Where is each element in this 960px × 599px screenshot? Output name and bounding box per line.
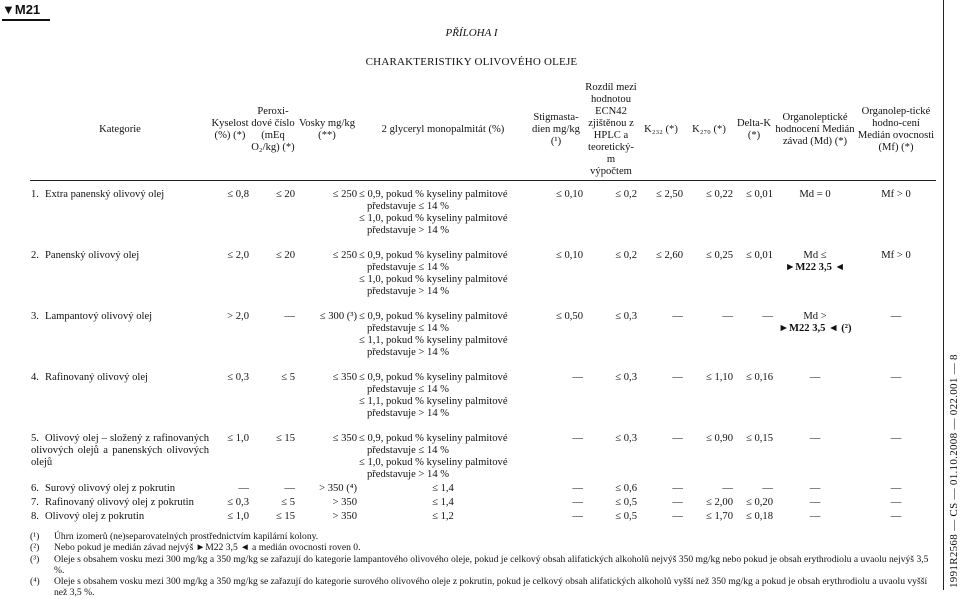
peroxide-cell: ≤ 15 — [275, 511, 295, 522]
footnote-text: Úhrn izomerů (ne)separovatelných prostřednictvím kapilární kolony. — [54, 531, 319, 542]
header-glyceryl: 2 glyceryl monopalmitát (%) — [358, 80, 528, 181]
md-cell — [774, 238, 856, 299]
mf-cell: — — [890, 511, 902, 522]
ecn42-cell: ≤ 0,5 — [615, 511, 637, 522]
k232-cell: ≤ 2,50 — [655, 189, 683, 200]
header-acidity: Kyselost (%) (*) — [210, 80, 250, 181]
waxes-cell: ≤ 250 — [332, 189, 357, 200]
footnote-mark: (³) — [30, 553, 40, 565]
acidity-cell: — — [238, 483, 249, 494]
acidity-cell: ≤ 0,3 — [227, 497, 249, 508]
md-cell — [774, 181, 856, 239]
marker-underline — [2, 19, 50, 21]
ecn42-cell: ≤ 0,3 — [615, 311, 637, 322]
acidity-cell: ≤ 1,0 — [227, 433, 249, 444]
footnote — [30, 576, 940, 599]
glyceryl-cell: ≤ 0,9, pokud % kyseliny palmitové představuje ≤ 14 % ≤ 1,1, pokud % kyseliny palmitové představuje > 14 % — [359, 311, 508, 358]
category-label: Extra panenský olivový olej — [45, 189, 165, 200]
waxes-cell: > 350 — [332, 497, 357, 508]
md-cell — [774, 496, 856, 510]
md-value: Md ≤ — [803, 250, 827, 261]
stigmastadien-cell: ≤ 0,10 — [555, 250, 583, 261]
k270-cell: ≤ 2,00 — [705, 497, 733, 508]
ecn42-cell: ≤ 0,3 — [615, 433, 637, 444]
md-cell — [774, 510, 856, 524]
waxes-cell: ≤ 250 — [332, 250, 357, 261]
header-category: Kategorie — [30, 80, 210, 181]
mf-cell: — — [890, 497, 902, 508]
amendment-label: ▼M21 — [2, 2, 41, 17]
category-label: Rafinovaný olivový olej — [45, 372, 148, 383]
footnote-text: Oleje s obsahem vosku mezi 300 mg/kg a 350 mg/kg se zařazují do kategorie surového olivového oleje z pokrutin, pokud je celkový obsah alifatických alkoholů vyšší než 350 mg/kg a pokud je obsah erythrodiolu a uvaolu vyšší než 3,5 %. — [54, 576, 928, 599]
md-cell — [774, 421, 856, 482]
row-number: 7. — [31, 497, 39, 508]
delta-k-cell: — — [762, 311, 773, 322]
peroxide-cell: ≤ 20 — [275, 250, 295, 261]
peroxide-cell: ≤ 20 — [275, 189, 295, 200]
k270-cell: ≤ 0,22 — [705, 189, 733, 200]
ecn42-cell: ≤ 0,2 — [615, 250, 637, 261]
category-cell — [30, 482, 210, 496]
page-title: CHARAKTERISTIKY OLIVOVÉHO OLEJE — [365, 56, 578, 68]
stigmastadien-cell: ≤ 0,10 — [555, 189, 583, 200]
header-ecn42: Rozdíl mezi hodnotou ECN42 zjištěnou z HPLC a teoretický-m výpočtem — [584, 80, 638, 181]
header-peroxide: Peroxi-dové číslo (mEq O₂/kg) (*) — [250, 80, 296, 181]
header-row — [30, 80, 936, 181]
table-row — [30, 299, 936, 360]
md-value: — — [809, 433, 821, 444]
footnote-mark: (¹) — [30, 531, 40, 542]
md-value: Md = 0 — [799, 189, 831, 200]
md-cell — [774, 482, 856, 496]
delta-k-cell: ≤ 0,15 — [745, 433, 773, 444]
amendment-marker — [2, 2, 40, 17]
mf-cell: — — [890, 433, 902, 444]
delta-k-cell: ≤ 0,01 — [745, 189, 773, 200]
header-stigmastadien: Stigmasta-dien mg/kg (¹) — [528, 80, 584, 181]
margin-rule — [943, 0, 944, 590]
stigmastadien-cell: ≤ 0,50 — [555, 311, 583, 322]
header-md: Organoleptické hodnocení Medián závad (Md) (*) — [774, 80, 856, 181]
stigmastadien-cell: — — [572, 497, 583, 508]
category-cell — [30, 238, 210, 299]
row-number: 6. — [31, 483, 39, 494]
row-number: 3. — [31, 311, 39, 322]
header-k270: K₂₇₀ (*) — [684, 80, 734, 181]
k270-cell: ≤ 0,25 — [705, 250, 733, 261]
ecn42-cell: ≤ 0,3 — [615, 372, 637, 383]
footnote-mark: (²) — [30, 542, 40, 554]
footnote-mark: (⁴) — [30, 576, 40, 588]
md-value: Md > — [803, 311, 827, 322]
mf-cell: — — [890, 372, 902, 383]
header-k232: K₂₃₂ (*) — [638, 80, 684, 181]
category-label: Panenský olivový olej — [45, 250, 140, 261]
footnote-text: Nebo pokud je medián závad nejvýš ►M22 3,5 ◄ a medián ovocnosti roven 0. — [54, 542, 361, 554]
header-waxes: Vosky mg/kg (**) — [296, 80, 358, 181]
category-label: Olivový olej – složený z rafinovaných olivových olejů a panenských olivových olejů — [31, 433, 209, 468]
category-cell — [30, 360, 210, 421]
table-row — [30, 181, 936, 239]
waxes-cell: ≤ 350 — [332, 372, 357, 383]
annex-heading: PŘÍLOHA I — [445, 27, 498, 39]
k270-cell: ≤ 0,90 — [705, 433, 733, 444]
footnotes — [30, 531, 940, 599]
mf-cell: — — [890, 311, 902, 322]
table-body — [30, 181, 936, 525]
md-amendment: ►M22 3,5 ◄ (²) — [778, 323, 852, 334]
acidity-cell: ≤ 0,3 — [227, 372, 249, 383]
row-number: 8. — [31, 511, 39, 522]
glyceryl-cell: ≤ 0,9, pokud % kyseliny palmitové představuje ≤ 14 % ≤ 1,0, pokud % kyseliny palmitové představuje > 14 % — [359, 189, 508, 236]
ecn42-cell: ≤ 0,6 — [615, 483, 637, 494]
document-reference-text: 1991R2568 — CS — 01.10.2008 — 022.001 — 8 — [948, 354, 960, 588]
glyceryl-cell: ≤ 1,4 — [432, 483, 454, 494]
ecn42-cell: ≤ 0,2 — [615, 189, 637, 200]
acidity-cell: ≤ 0,8 — [227, 189, 249, 200]
row-number: 4. — [31, 372, 39, 383]
table-row — [30, 360, 936, 421]
category-label: Olivový olej z pokrutin — [45, 511, 145, 522]
delta-k-cell: ≤ 0,01 — [745, 250, 773, 261]
peroxide-cell: ≤ 5 — [281, 497, 295, 508]
row-number: 1. — [31, 189, 39, 200]
table-row — [30, 496, 936, 510]
mf-cell: Mf > 0 — [881, 189, 911, 200]
md-amendment: ►M22 3,5 ◄ — [784, 262, 846, 273]
table-row — [30, 510, 936, 524]
category-label: Rafinovaný olivový olej z pokrutin — [45, 497, 194, 508]
mf-cell: Mf > 0 — [881, 250, 911, 261]
waxes-cell: > 350 (⁴) — [319, 483, 357, 494]
md-value: — — [809, 372, 821, 383]
waxes-cell: ≤ 300 (³) — [319, 311, 357, 322]
k232-cell: ≤ 2,60 — [655, 250, 683, 261]
md-value: — — [809, 497, 821, 508]
k232-cell: — — [672, 497, 683, 508]
stigmastadien-cell: — — [572, 372, 583, 383]
k232-cell: — — [672, 483, 683, 494]
peroxide-cell: — — [284, 483, 295, 494]
glyceryl-cell: ≤ 0,9, pokud % kyseliny palmitové představuje ≤ 14 % ≤ 1,1, pokud % kyseliny palmitové představuje > 14 % — [359, 372, 508, 419]
k232-cell: — — [672, 372, 683, 383]
peroxide-cell: — — [284, 311, 295, 322]
delta-k-cell: ≤ 0,18 — [745, 511, 773, 522]
table-row — [30, 238, 936, 299]
footnote-text: Oleje s obsahem vosku mezi 300 mg/kg a 350 mg/kg se zařazují do kategorie lampantového olivového oleje, pokud je celkový obsah alifatických alkoholů nejvýš 350 mg/kg nebo pokud je obsah erythrodiolu a uvaolu nejvýš 3,5 %. — [54, 553, 929, 576]
stigmastadien-cell: — — [572, 483, 583, 494]
k232-cell: — — [672, 433, 683, 444]
k270-cell: — — [722, 483, 733, 494]
md-value: — — [809, 511, 821, 522]
delta-k-cell: ≤ 0,16 — [745, 372, 773, 383]
category-cell — [30, 299, 210, 360]
waxes-cell: ≤ 350 — [332, 433, 357, 444]
glyceryl-cell: ≤ 0,9, pokud % kyseliny palmitové představuje ≤ 14 % ≤ 1,0, pokud % kyseliny palmitové představuje > 14 % — [359, 433, 508, 480]
stigmastadien-cell: — — [572, 433, 583, 444]
row-number: 2. — [31, 250, 39, 261]
acidity-cell: ≤ 2,0 — [227, 250, 249, 261]
k270-cell: ≤ 1,10 — [705, 372, 733, 383]
footnote — [30, 531, 940, 542]
glyceryl-cell: ≤ 1,4 — [432, 497, 454, 508]
footnote — [30, 542, 940, 553]
mf-cell: — — [890, 483, 902, 494]
header-mf: Organolep-tické hodno-cení Medián ovocnosti (Mf) (*) — [856, 80, 936, 181]
k270-cell: — — [722, 311, 733, 322]
category-label: Surový olivový olej z pokrutin — [45, 483, 176, 494]
k232-cell: — — [672, 311, 683, 322]
glyceryl-cell: ≤ 1,2 — [432, 511, 454, 522]
document-reference — [947, 340, 960, 588]
k232-cell: — — [672, 511, 683, 522]
waxes-cell: > 350 — [332, 511, 357, 522]
row-number: 5. — [31, 433, 39, 444]
stigmastadien-cell: — — [572, 511, 583, 522]
acidity-cell: ≤ 1,0 — [227, 511, 249, 522]
peroxide-cell: ≤ 15 — [275, 433, 295, 444]
md-cell — [774, 299, 856, 360]
md-cell — [774, 360, 856, 421]
delta-k-cell: ≤ 0,20 — [745, 497, 773, 508]
md-value: — — [809, 483, 821, 494]
k270-cell: ≤ 1,70 — [705, 511, 733, 522]
category-cell — [30, 421, 210, 482]
table-row — [30, 482, 936, 496]
table-row — [30, 421, 936, 482]
peroxide-cell: ≤ 5 — [281, 372, 295, 383]
glyceryl-cell: ≤ 0,9, pokud % kyseliny palmitové představuje ≤ 14 % ≤ 1,0, pokud % kyseliny palmitové představuje > 14 % — [359, 250, 508, 297]
category-label: Lampantový olivový olej — [45, 311, 153, 322]
header-delta-k: Delta-K (*) — [734, 80, 774, 181]
category-cell — [30, 510, 210, 524]
olive-oil-characteristics-table — [30, 80, 936, 524]
acidity-cell: > 2,0 — [227, 311, 249, 322]
ecn42-cell: ≤ 0,5 — [615, 497, 637, 508]
delta-k-cell: — — [762, 483, 773, 494]
footnote — [30, 554, 940, 577]
category-cell — [30, 496, 210, 510]
category-cell — [30, 181, 210, 239]
